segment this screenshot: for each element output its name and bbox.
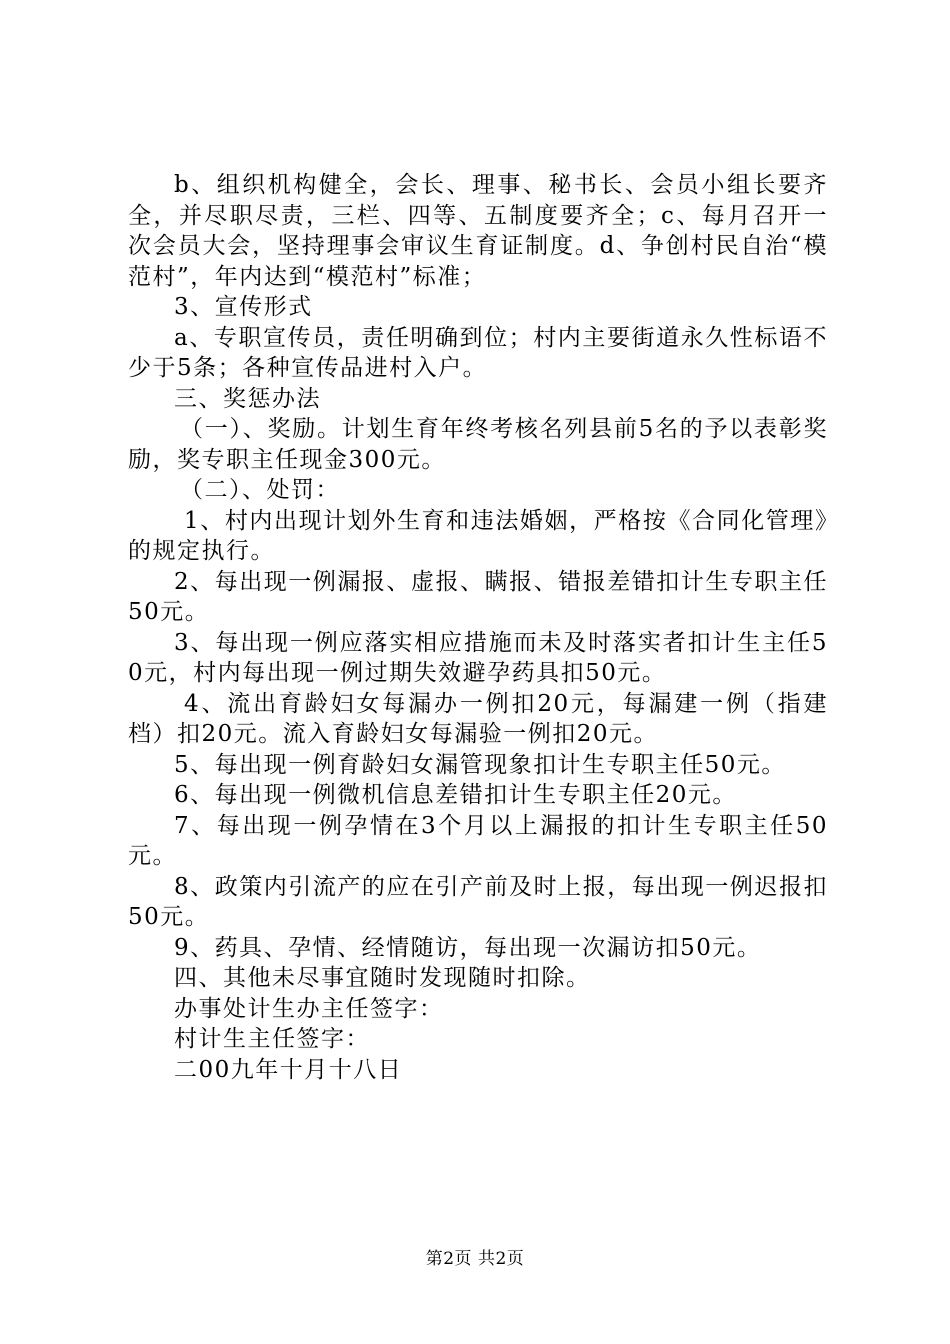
paragraph-rewards: （一）、奖励。计划生育年终考核名列县前5名的予以表彰奖励，奖专职主任现金300元。 xyxy=(128,416,828,473)
signature-office-director: 办事处计生办主任签字： xyxy=(174,995,444,1022)
paragraph-penalty-2: 2、每出现一例漏报、虚报、瞒报、错报差错扣计生专职主任50元。 xyxy=(128,568,828,625)
paragraph-heading-penalties: （二）、处罚： xyxy=(180,477,340,503)
paragraph-penalty-8: 8、政策内引流产的应在引产前及时上报，每出现一例迟报扣50元。 xyxy=(128,873,828,930)
paragraph-penalty-4: 4、流出育龄妇女每漏办一例扣20元，每漏建一例（指建档）扣20元。流入育龄妇女每漏验一例扣20元。 xyxy=(128,690,828,747)
paragraph-heading-propaganda: 3、宣传形式 xyxy=(174,294,313,320)
page-number-footer: 第2页 共2页 xyxy=(425,1249,525,1269)
paragraph-organization: b、组织机构健全，会长、理事、秘书长、会员小组长要齐全，并尽职尽责，三栏、四等、五制度要齐全；c、每月召开一次会员大会，坚持理事会审议生育证制度。d、争创村民自治“模范村”，年内达到“模范村”标准； xyxy=(128,172,828,290)
paragraph-heading-rewards-penalties: 三、奖惩办法 xyxy=(174,385,321,412)
signature-village-director: 村计生主任签字： xyxy=(174,1026,370,1052)
paragraph-penalty-1: 1、村内出现计划外生育和违法婚姻，严格按《合同化管理》的规定执行。 xyxy=(128,507,828,564)
paragraph-penalty-3: 3、每出现一例应落实相应措施而未及时落实者扣计生主任50元，村内每出现一例过期失效避孕药具扣50元。 xyxy=(128,629,828,686)
document-body xyxy=(128,170,828,1085)
document-date: 二00九年十月十八日 xyxy=(174,1056,403,1083)
paragraph-penalty-9: 9、药具、孕情、经情随访，每出现一次漏访扣50元。 xyxy=(174,934,762,961)
paragraph-penalty-7: 7、每出现一例孕情在3个月以上漏报的扣计生专职主任50元。 xyxy=(128,812,828,869)
paragraph-penalty-6: 6、每出现一例微机信息差错扣计生专职主任20元。 xyxy=(174,782,737,808)
paragraph-propaganda-details: a、专职宣传员，责任明确到位；村内主要街道永久性标语不少于5条；各种宣传品进村入户。 xyxy=(128,324,828,381)
paragraph-penalty-5: 5、每出现一例育龄妇女漏管现象扣计生专职主任50元。 xyxy=(174,751,786,778)
paragraph-other-matters: 四、其他未尽事宜随时发现随时扣除。 xyxy=(174,965,591,991)
